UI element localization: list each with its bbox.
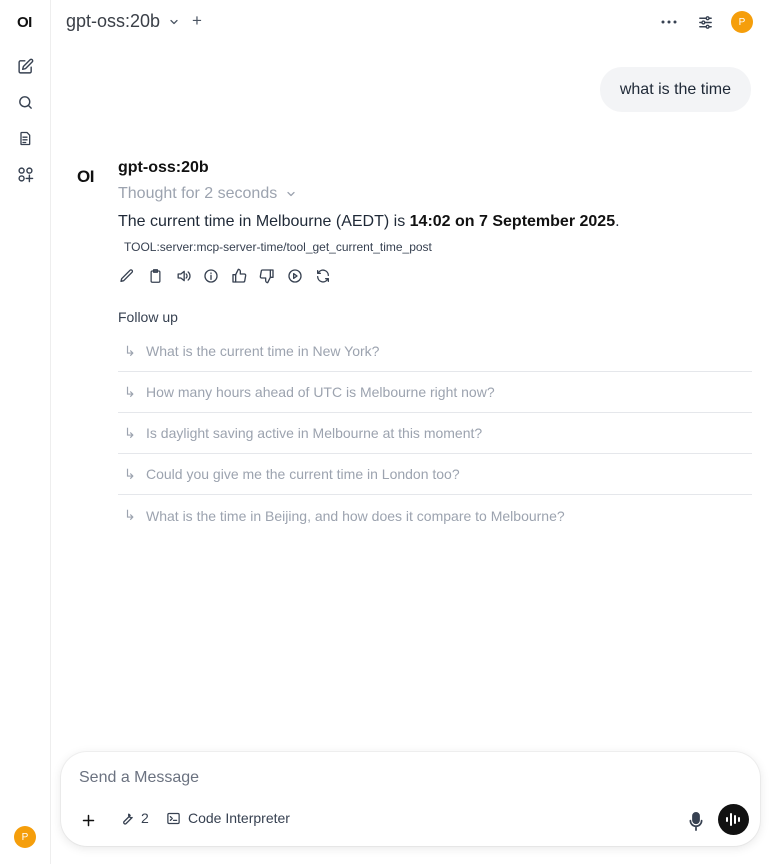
add-model-button[interactable]: + <box>192 11 202 30</box>
tool-call-label[interactable]: TOOL:server:mcp-server-time/tool_get_current_time_post <box>124 240 432 254</box>
reply-arrow-icon: ↳ <box>124 424 136 441</box>
good-response-button[interactable] <box>230 267 248 285</box>
edit-button[interactable] <box>118 267 136 285</box>
thought-label: Thought for 2 seconds <box>118 185 278 202</box>
dictate-button[interactable] <box>685 810 707 832</box>
more-horizontal-icon <box>661 20 677 24</box>
top-bar <box>51 0 770 44</box>
follow-up-text: How many hours ahead of UTC is Melbourne right now? <box>146 384 495 400</box>
speaker-icon <box>175 268 192 284</box>
follow-up-text: What is the current time in New York? <box>146 343 380 359</box>
assistant-model-name: gpt-oss:20b <box>118 159 209 176</box>
assistant-answer <box>118 210 752 234</box>
reply-arrow-icon: ↳ <box>124 465 136 482</box>
search-button[interactable] <box>13 90 37 114</box>
follow-up-text: Could you give me the current time in London too? <box>146 466 460 482</box>
continue-response-button[interactable] <box>286 267 304 285</box>
waveform-icon <box>725 812 742 827</box>
follow-up-item[interactable] <box>118 454 752 495</box>
refresh-icon <box>315 268 331 284</box>
answer-suffix: . <box>615 213 620 230</box>
follow-up-item[interactable] <box>118 331 752 372</box>
reply-arrow-icon: ↳ <box>124 342 136 359</box>
sidebar-rail <box>0 0 51 864</box>
controls-button[interactable] <box>695 11 715 33</box>
top-right-controls <box>659 11 753 33</box>
code-interpreter-label: Code Interpreter <box>188 810 290 826</box>
sliders-icon <box>697 14 714 31</box>
info-icon <box>203 268 219 284</box>
thumbs-down-icon <box>259 268 275 284</box>
read-aloud-button[interactable] <box>174 267 192 285</box>
message-input[interactable] <box>79 769 679 787</box>
edit-icon <box>17 58 34 75</box>
new-chat-button[interactable] <box>13 54 37 78</box>
pencil-icon <box>119 268 135 284</box>
microphone-icon <box>689 812 703 831</box>
thought-toggle[interactable] <box>118 183 752 205</box>
follow-up-item[interactable] <box>118 495 752 536</box>
plus-icon <box>81 813 96 828</box>
workspace-button[interactable] <box>13 162 37 186</box>
notes-icon <box>17 130 33 147</box>
terminal-icon <box>166 811 181 826</box>
model-selector[interactable] <box>66 11 180 32</box>
regenerate-button[interactable] <box>314 267 332 285</box>
chevron-down-icon <box>168 16 180 28</box>
follow-up-item[interactable] <box>118 372 752 413</box>
reply-arrow-icon: ↳ <box>124 383 136 400</box>
user-avatar-sidebar[interactable]: P <box>14 826 36 848</box>
wrench-icon <box>119 810 135 826</box>
thumbs-up-icon <box>231 268 247 284</box>
code-interpreter-toggle[interactable] <box>166 810 290 826</box>
voice-mode-button[interactable] <box>718 804 749 835</box>
user-avatar-header[interactable]: P <box>731 11 753 33</box>
bad-response-button[interactable] <box>258 267 276 285</box>
message-composer <box>61 752 760 846</box>
message-actions <box>118 266 752 286</box>
assistant-avatar: OI <box>77 167 94 186</box>
copy-button[interactable] <box>146 267 164 285</box>
model-selector-label: gpt-oss:20b <box>66 11 161 31</box>
follow-up-item[interactable] <box>118 413 752 454</box>
search-icon <box>17 94 34 111</box>
info-button[interactable] <box>202 267 220 285</box>
user-message-bubble: what is the time <box>600 67 751 112</box>
tools-count: 2 <box>141 810 149 826</box>
app-logo[interactable]: OI <box>17 14 32 31</box>
follow-up-text: What is the time in Beijing, and how does it compare to Melbourne? <box>146 507 565 524</box>
apps-icon <box>17 166 34 183</box>
follow-up-title: Follow up <box>118 309 178 325</box>
notes-button[interactable] <box>13 126 37 150</box>
answer-highlight: 14:02 on 7 September 2025 <box>409 213 616 230</box>
answer-text: The current time in Melbourne (AEDT) is <box>118 213 410 230</box>
follow-up-text: Is daylight saving active in Melbourne at this moment? <box>146 425 483 441</box>
assistant-message <box>118 157 752 536</box>
clipboard-icon <box>148 268 163 284</box>
chevron-down-icon <box>285 188 297 200</box>
tools-button[interactable] <box>119 810 149 826</box>
reply-arrow-icon: ↳ <box>124 507 136 523</box>
attach-button[interactable] <box>77 809 99 831</box>
follow-up-list <box>118 331 752 536</box>
more-options-button[interactable] <box>659 11 679 33</box>
play-circle-icon <box>287 268 303 284</box>
